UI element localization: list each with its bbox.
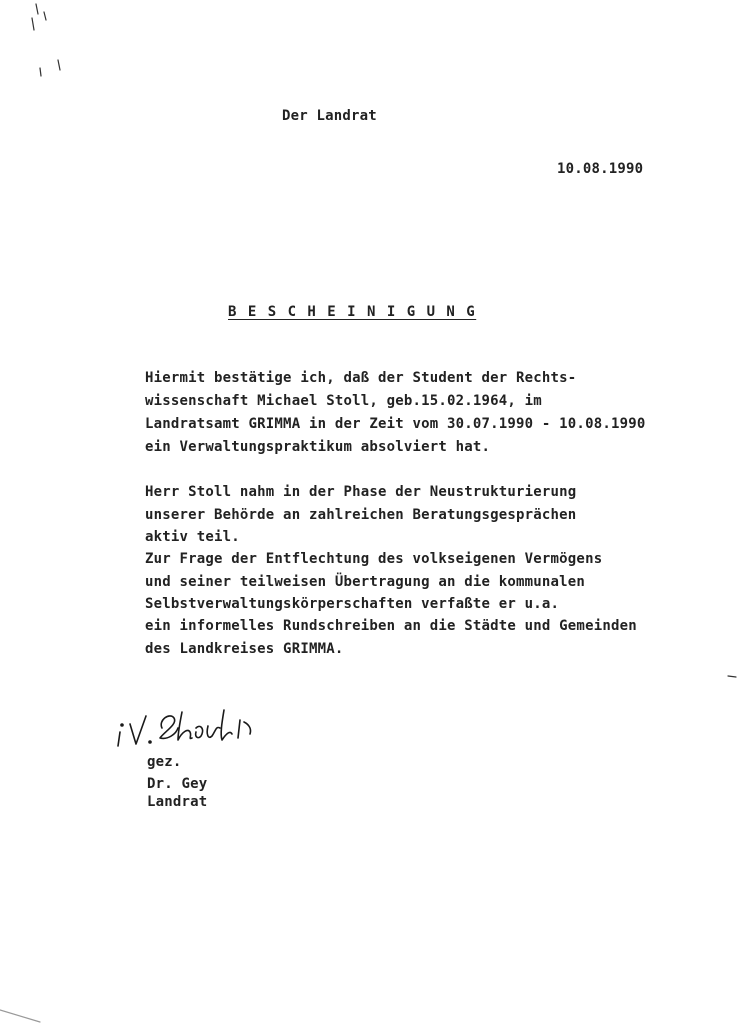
handwritten-signature bbox=[112, 698, 272, 758]
document-heading: B E S C H E I N I G U N G bbox=[228, 304, 477, 320]
text-line: Selbstverwaltungskörperschaften verfaßte er u.a. bbox=[145, 596, 560, 612]
signature-gez: gez. bbox=[147, 754, 182, 770]
document-date: 10.08.1990 bbox=[557, 161, 644, 177]
text-line: Landratsamt GRIMMA in der Zeit vom 30.07.1990 - 10.08.1990 bbox=[145, 416, 646, 432]
text-line: Zur Frage der Entflechtung des volkseigenen Vermögens bbox=[145, 551, 603, 567]
text-line: aktiv teil. bbox=[145, 529, 240, 545]
issuing-authority: Der Landrat bbox=[282, 108, 377, 124]
text-line: ein Verwaltungspraktikum absolviert hat. bbox=[145, 439, 491, 455]
text-line: wissenschaft Michael Stoll, geb.15.02.1964, im bbox=[145, 393, 542, 409]
signatory-name: Dr. Gey bbox=[147, 776, 208, 792]
text-line: und seiner teilweisen Übertragung an die kommunalen bbox=[145, 574, 586, 590]
text-line: Herr Stoll nahm in der Phase der Neustrukturierung bbox=[145, 484, 577, 500]
signatory-title: Landrat bbox=[147, 794, 208, 810]
text-line: Hiermit bestätige ich, daß der Student der Rechts- bbox=[145, 370, 577, 386]
text-line: ein informelles Rundschreiben an die Städte und Gemeinden bbox=[145, 618, 637, 634]
text-line: unserer Behörde an zahlreichen Beratungsgesprächen bbox=[145, 507, 577, 523]
text-line: des Landkreises GRIMMA. bbox=[145, 641, 344, 657]
